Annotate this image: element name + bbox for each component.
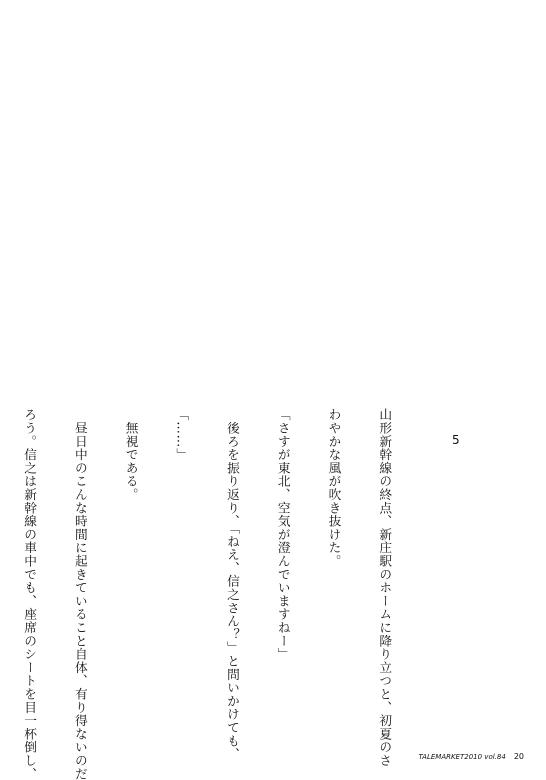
text-line: 「さすが東北、空気が澄んでいますねー」 [275, 408, 291, 661]
text-line: 昼日中のこんな時間に起きていること自体、有り得ないのだ [72, 408, 88, 780]
page-number: 20 [513, 752, 524, 761]
text-line: 後ろを振り返り、「ねえ、信之さん？」と問いかけても、 [225, 408, 241, 761]
page-footer [419, 752, 524, 761]
chapter-number: 5 [452, 433, 460, 447]
text-line: 山形新幹線の終点、新庄駅のホームに降り立つと、初夏のさ [377, 408, 393, 768]
text-line: 「……」 [174, 408, 190, 462]
series-title: TALEMARKET2010 vol.84 [418, 753, 506, 761]
text-line: 無視である。 [123, 408, 139, 502]
text-line: ろう。信之は新幹線の車中でも、座席のシートを目一杯倒し、 [22, 408, 38, 780]
body-text [22, 408, 426, 780]
text-line: わやかな風が吹き抜けた。 [326, 408, 342, 568]
